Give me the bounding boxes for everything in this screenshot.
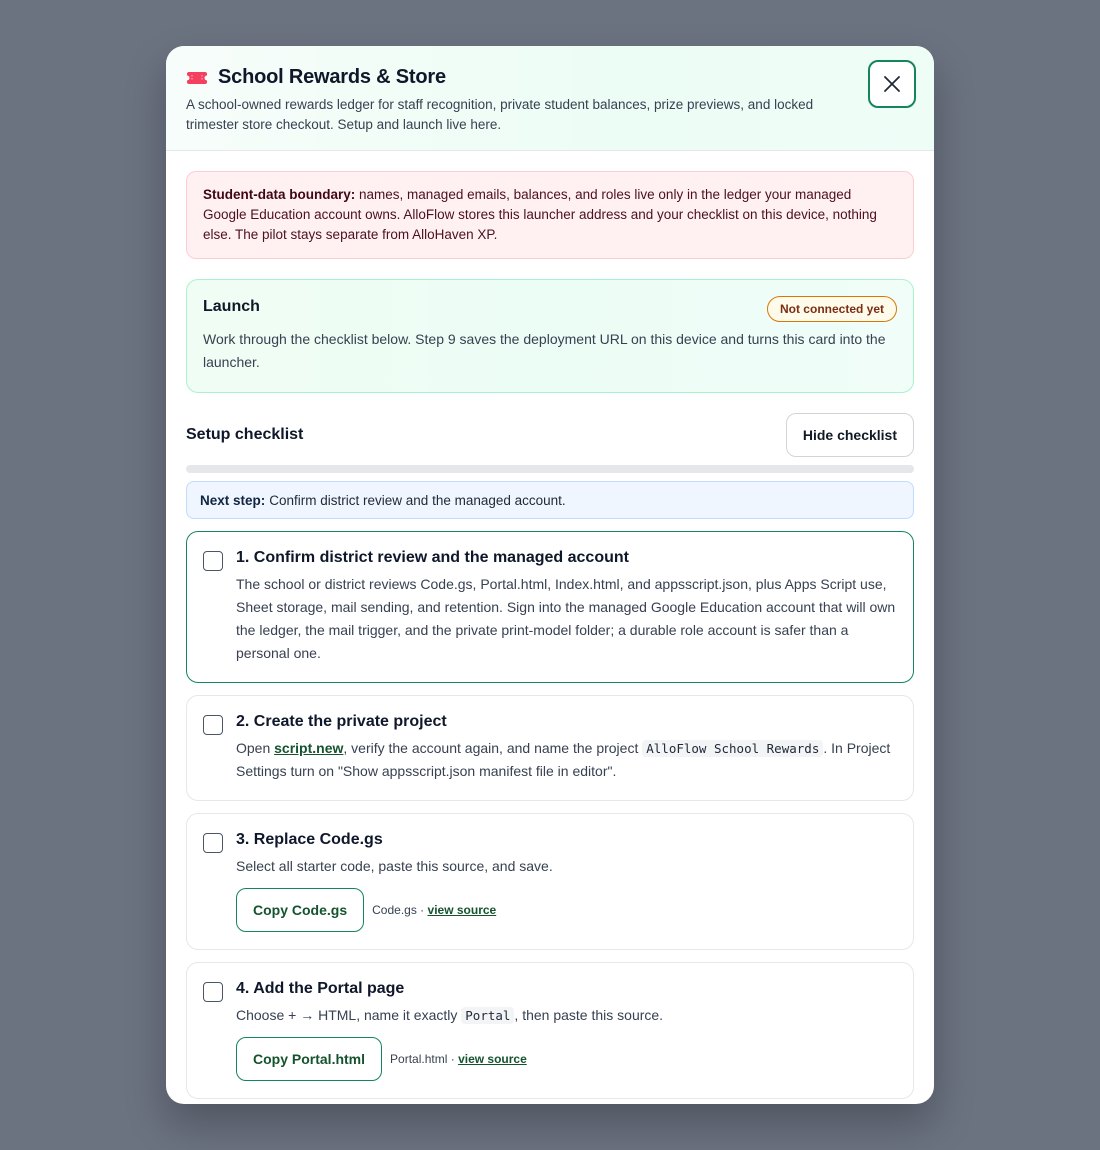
step-4-checkbox[interactable]: [203, 982, 223, 1002]
step-4-file-name: Portal.html: [390, 1052, 448, 1066]
checklist-progress-bar: [186, 465, 914, 473]
step-2-desc-end: . In Project Settings turn on "Show appsscript.json manifest file in editor".: [236, 740, 891, 779]
boundary-text: names, managed emails, balances, and roles live only in the ledger your managed Google Education account owns. AlloFlow stores this launcher address and your checklist on this device, nothing else. The pilot stays separate from AlloHaven XP.: [203, 187, 877, 242]
step-2-checkbox[interactable]: [203, 715, 223, 735]
checklist-step-2: [186, 695, 914, 801]
step-4-desc-start: Choose + → HTML, name it exactly: [236, 1007, 458, 1023]
dialog-subtitle: A school-owned rewards ledger for staff recognition, private student balances, prize previews, and locked trimester store checkout. Setup and launch live here.: [186, 97, 814, 132]
step-3-file-note: [372, 903, 496, 917]
checklist-step-4: [186, 962, 914, 1099]
step-2-desc-mid: , verify the account again, and name the project: [343, 740, 639, 756]
copy-portal-html-button[interactable]: Copy Portal.html: [236, 1037, 382, 1081]
checklist-header: [186, 413, 914, 457]
step-1-checkbox[interactable]: [203, 551, 223, 571]
boundary-label: Student-data boundary:: [203, 187, 356, 202]
step-4-file-note: [390, 1052, 527, 1066]
step-3-separator: ·: [420, 903, 425, 917]
script-new-link[interactable]: script.new: [274, 740, 344, 756]
ticket-icon: [186, 70, 208, 86]
dialog-header: [166, 46, 934, 151]
connection-status-badge: Not connected yet: [767, 296, 897, 322]
step-1-title: 1. Confirm district review and the managed account: [236, 549, 629, 566]
launch-title: Launch: [203, 298, 260, 315]
next-step-banner: [186, 481, 914, 519]
step-2-description: [236, 737, 897, 783]
step-2-desc-open: Open: [236, 740, 271, 756]
checklist-step-1: [186, 531, 914, 683]
launch-card: [186, 279, 914, 393]
step-3-file-name: Code.gs: [372, 903, 417, 917]
step-4-title: 4. Add the Portal page: [236, 980, 405, 997]
checklist-title: Setup checklist: [186, 426, 304, 443]
dialog-body: [166, 151, 934, 1099]
project-name-code: AlloFlow School Rewards: [642, 740, 823, 757]
step-3-actions: [236, 888, 897, 932]
code-gs-view-source-link[interactable]: view source: [427, 903, 497, 917]
student-data-boundary-notice: [186, 171, 914, 259]
portal-name-code: Portal: [461, 1007, 514, 1024]
next-step-text: Confirm district review and the managed account.: [269, 492, 566, 508]
step-1-description: The school or district reviews Code.gs, Portal.html, Index.html, and appsscript.json, plus Apps Script use, Sheet storage, mail sending, and retention. Sign into the managed Google Education account that will own the ledger, the mail trigger, and the private print-model folder; a durable role account is safer than a personal one.: [236, 576, 896, 661]
step-3-checkbox[interactable]: [203, 833, 223, 853]
step-4-actions: [236, 1037, 897, 1081]
checklist-step-3: [186, 813, 914, 950]
next-step-label: Next step:: [200, 492, 266, 508]
title-row: [186, 66, 914, 89]
close-icon: [883, 75, 901, 93]
step-2-title: 2. Create the private project: [236, 713, 447, 730]
step-3-title: 3. Replace Code.gs: [236, 831, 383, 848]
step-3-description: Select all starter code, paste this source, and save.: [236, 858, 553, 874]
launch-description: Work through the checklist below. Step 9 saves the deployment URL on this device and turns this card into the launcher.: [203, 331, 886, 370]
dialog-title: School Rewards & Store: [218, 66, 446, 88]
portal-html-view-source-link[interactable]: view source: [458, 1052, 527, 1066]
step-4-separator: ·: [450, 1052, 455, 1066]
close-button[interactable]: [868, 60, 916, 108]
step-4-description: [236, 1004, 897, 1027]
copy-code-gs-button[interactable]: Copy Code.gs: [236, 888, 364, 932]
hide-checklist-button[interactable]: Hide checklist: [786, 413, 914, 457]
rewards-setup-dialog: [166, 46, 934, 1104]
step-4-desc-end: , then paste this source.: [514, 1007, 664, 1023]
